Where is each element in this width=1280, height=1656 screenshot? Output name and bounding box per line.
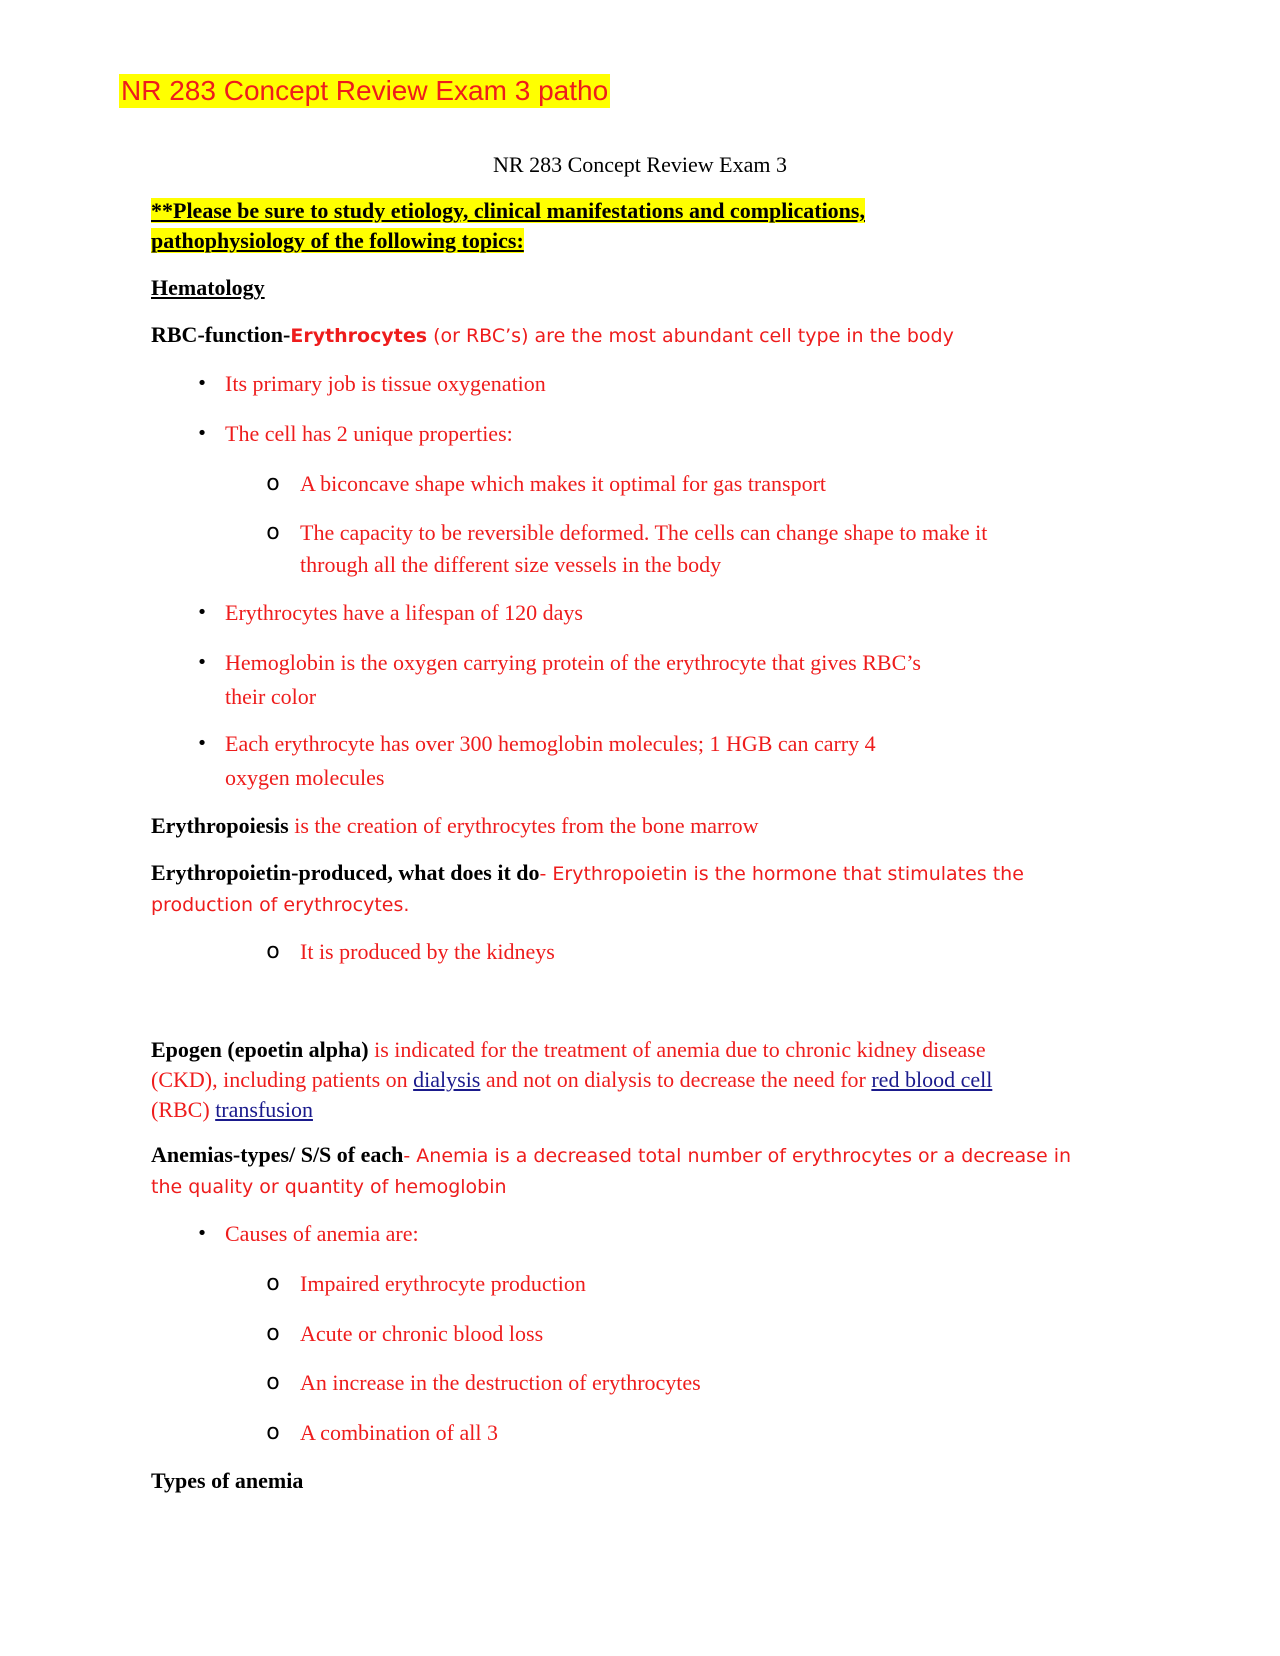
- sub-bullet-icon: o: [266, 471, 280, 496]
- list-item: [196, 596, 1055, 629]
- sub-list-item-text: An increase in the destruction of erythrocytes: [300, 1370, 701, 1395]
- erythropoietin-description: production of erythrocytes.: [151, 894, 410, 916]
- erythropoiesis-term: Erythropoiesis: [151, 813, 289, 838]
- sub-list-item-text: Impaired erythrocyte production: [300, 1271, 586, 1296]
- study-note-line2: pathophysiology of the following topics:: [151, 228, 524, 253]
- list-item: [196, 646, 1055, 714]
- sub-bullet-icon: o: [266, 520, 280, 545]
- sub-list-item-text: A biconcave shape which makes it optimal for gas transport: [300, 471, 827, 496]
- sub-list-item-text: It is produced by the kidneys: [300, 939, 555, 964]
- list-item: [196, 367, 1055, 400]
- sub-list-item-text: Acute or chronic blood loss: [300, 1321, 544, 1346]
- sub-list-item: [266, 935, 1100, 968]
- bullet-icon: •: [196, 652, 208, 673]
- list-item: [196, 727, 1055, 795]
- erythropoiesis-description: is the creation of erythrocytes from the bone marrow: [288, 813, 759, 838]
- list-item: [196, 1217, 1055, 1250]
- epogen-paragraph: [151, 1035, 1121, 1125]
- list-item-text: their color: [225, 684, 317, 709]
- sub-bullet-icon: o: [266, 1420, 280, 1445]
- types-of-anemia-heading: Types of anemia: [151, 1468, 304, 1493]
- study-note-line1: **Please be sure to study etiology, clinical manifestations and complications,: [151, 198, 865, 223]
- erythropoietin-description: - Erythropoietin is the hormone that stimulates the: [539, 863, 1024, 885]
- rbc-function-line: [151, 320, 1121, 351]
- sub-list-item-text: through all the different size vessels in the body: [300, 552, 722, 577]
- epogen-term: Epogen (epoetin alpha): [151, 1037, 369, 1062]
- anemias-label: Anemias-types/ S/S of each: [151, 1142, 404, 1167]
- sub-list-item: [266, 517, 1100, 581]
- rbc-term: Erythrocytes: [290, 325, 428, 347]
- erythropoiesis-line: [151, 811, 1121, 841]
- document-title: NR 283 Concept Review Exam 3 patho: [121, 75, 609, 106]
- epogen-text: is indicated for the treatment of anemia due to chronic kidney disease: [368, 1037, 986, 1062]
- sub-list-item: [266, 1366, 1100, 1399]
- sub-bullet-icon: o: [266, 1370, 280, 1395]
- sub-bullet-icon: o: [266, 1271, 280, 1296]
- anemias-description: - Anemia is a decreased total number of erythrocytes or a decrease in: [403, 1145, 1072, 1167]
- sub-list-item-text: The capacity to be reversible deformed. The cells can change shape to make it: [300, 520, 988, 545]
- anemias-paragraph: [151, 1140, 1121, 1202]
- erythropoietin-paragraph: [151, 858, 1121, 920]
- bullet-icon: •: [196, 1223, 208, 1244]
- list-item-text: The cell has 2 unique properties:: [225, 421, 513, 446]
- sub-list-item-text: A combination of all 3: [300, 1420, 498, 1445]
- epogen-text: (CKD), including patients on: [151, 1067, 414, 1092]
- bullet-icon: •: [196, 602, 208, 623]
- list-item-text: Its primary job is tissue oxygenation: [225, 371, 546, 396]
- transfusion-link[interactable]: transfusion: [215, 1097, 313, 1122]
- list-item-text: Hemoglobin is the oxygen carrying protein of the erythrocyte that gives RBC’s: [225, 650, 921, 675]
- epogen-text: and not on dialysis to decrease the need for: [480, 1067, 872, 1092]
- bullet-icon: •: [196, 423, 208, 444]
- sub-list-item: [266, 1416, 1100, 1449]
- dialysis-link[interactable]: dialysis: [413, 1067, 481, 1092]
- bullet-icon: •: [196, 373, 208, 394]
- erythropoietin-label: Erythropoietin-produced, what does it do: [151, 860, 540, 885]
- list-item-text: oxygen molecules: [225, 765, 385, 790]
- bullet-icon: •: [196, 733, 208, 754]
- sub-list-item: [266, 467, 1100, 500]
- epogen-text: (RBC): [151, 1097, 216, 1122]
- list-item-text: Each erythrocyte has over 300 hemoglobin molecules; 1 HGB can carry 4: [225, 731, 876, 756]
- page-subtitle: NR 283 Concept Review Exam 3: [493, 152, 787, 177]
- rbc-function-label: RBC-function-: [151, 322, 291, 347]
- rbc-description: (or RBC’s) are the most abundant cell type in the body: [427, 325, 954, 347]
- section-hematology: Hematology: [151, 275, 265, 300]
- list-item-text: Erythrocytes have a lifespan of 120 days: [225, 600, 583, 625]
- sub-bullet-icon: o: [266, 1321, 280, 1346]
- sub-bullet-icon: o: [266, 939, 280, 964]
- study-note: [151, 196, 1121, 256]
- sub-list-item: [266, 1317, 1100, 1350]
- list-item: [196, 417, 1055, 450]
- anemias-description: the quality or quantity of hemoglobin: [151, 1176, 507, 1198]
- list-item-text: Causes of anemia are:: [225, 1221, 419, 1246]
- red-blood-cell-link[interactable]: red blood cell: [871, 1067, 993, 1092]
- sub-list-item: [266, 1267, 1100, 1300]
